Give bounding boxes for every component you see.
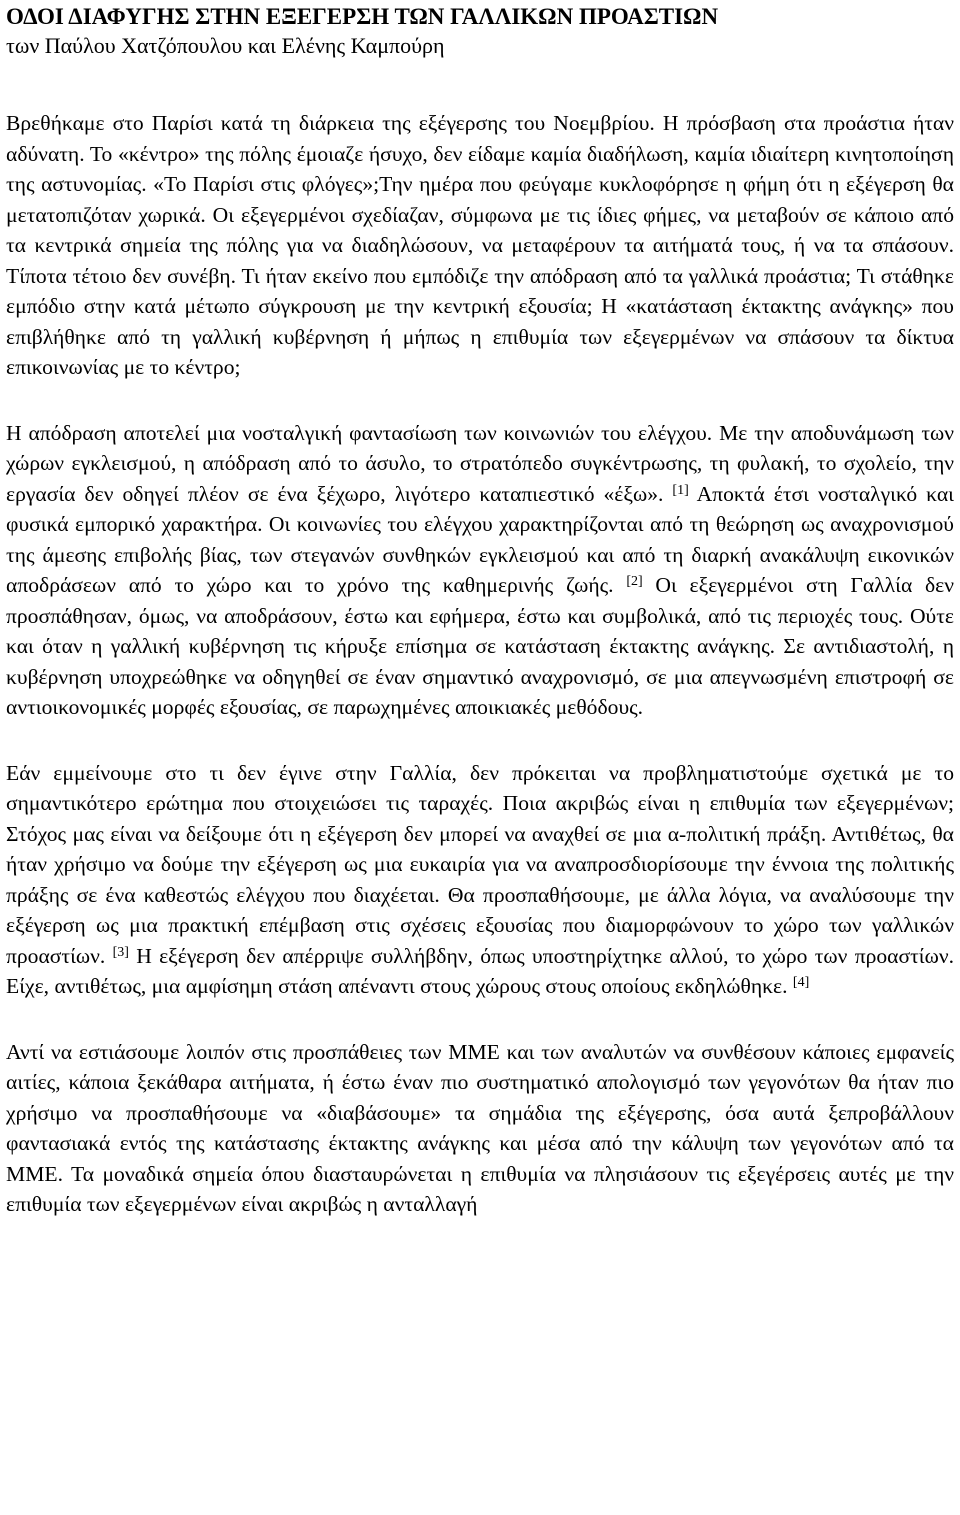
document-subtitle: των Παύλου Χατζόπουλου και Ελένης Καμπούρη bbox=[6, 33, 445, 58]
paragraph-3-text-b: Η εξέγερση δεν απέρριψε συλλήβδην, όπως υποστηρίχτηκε αλλού, το χώρο των προαστίων. Είχε, αντιθέτως, μια αμφίσημη στάση απέναντι στους χώρους στους οποίους εκδηλώθηκε. bbox=[6, 943, 954, 998]
paragraph-2-text-c: Οι εξεγερμένοι στη Γαλλία δεν προσπάθησαν, όμως, να αποδράσουν, έστω και εφήμερα, έστω και συμβολικά, από τις περιοχές τους. Ούτε και όταν η γαλλική κυβέρνηση τις κήρυξε επίσημα σε κατάσταση έκτακτης ανάγκης. Σε αντιδιαστολή, η κυβέρνηση υποχρεώθηκε να οδηγηθεί σε έναν σημαντικό αναχρονισμό, σε μια απεγνωσμένη επιστροφή σε αντιοικονομικές μορφές εξουσίας, σε παρωχημένες αποικιακές μεθόδους. bbox=[6, 573, 955, 719]
document-title: ΟΔΟΙ ΔΙΑΦΥΓΗΣ ΣΤΗΝ ΕΞΕΓΕΡΣΗ ΤΩΝ ΓΑΛΛΙΚΩΝ ΠΡΟΑΣΤΙΩΝ bbox=[6, 4, 719, 29]
paragraph-2 bbox=[6, 418, 954, 723]
paragraph-3-text-a: Εάν εμμείνουμε στο τι δεν έγινε στην Γαλλία, δεν πρόκειται να προβληματιστούμε σχετικά με το σημαντικότερο ερώτημα που στοιχειώσει τις ταραχές. Ποια ακριβώς είναι η επιθυμία των εξεγερμένων; Στόχος μας είναι να δείξουμε ότι η εξέγερση δεν μπορεί να αναχθεί σε μια α-πολιτική πράξη. Αντιθέτως, θα ήταν χρήσιμο να δούμε την εξέγερση ως μια ευκαιρία για να αναπροσδιορίσουμε την έννοια της πολιτικής πράξης σε ένα καθεστώς ελέγχου που διαχέεται. Θα προσπαθήσουμε, με άλλα λόγια, να αναλύσουμε την εξέγερση ως μια πρακτική επέμβαση στις σχέσεις εξουσίας που διαμορφώνουν το χώρο των γαλλικών προαστίων. bbox=[6, 760, 954, 968]
footnote-ref-2[interactable]: [2] bbox=[626, 574, 643, 589]
paragraph-2-text-a: Η απόδραση αποτελεί μια νοσταλγική φαντασίωση των κοινωνιών του ελέγχου. Με την αποδυνάμωση των χώρων εγκλεισμού, η απόδραση από το άσυλο, το στρατόπεδο συγκέντρωσης, τη φυλακή, το σχολείο, την εργασία δεν οδηγεί πλέον σε ένα ξέχωρο, λιγότερο καταπιεστικό «έξω». bbox=[6, 420, 954, 506]
paragraph-1: Βρεθήκαμε στο Παρίσι κατά τη διάρκεια της εξέγερσης του Νοεμβρίου. Η πρόσβαση στα προάστια ήταν αδύνατη. Το «κέντρο» της πόλης έμοιαζε ήσυχο, δεν είδαμε καμία διαδήλωση, καμία ιδιαίτερη κινητοποίηση της αστυνομίας. «Το Παρίσι στις φλόγες»;Την ημέρα που φεύγαμε κυκλοφόρησε η φήμη ότι η εξέγερση θα μετατοπιζόταν χωρικά. Οι εξεγερμένοι σχεδίαζαν, σύμφωνα με τις ίδιες φήμες, να μεταβούν σε κάποιο από τα κεντρικά σημεία της πόλης για να διαδηλώσουν, να μεταφέρουν τα αιτήματά τους, ή να τα σπάσουν. Τίποτα τέτοιο δεν συνέβη. Τι ήταν εκείνο που εμπόδιζε την απόδραση από τα γαλλικά προάστια; Τι στάθηκε εμπόδιο στην κατά μέτωπο σύγκρουση με την κεντρική εξουσία; Η «κατάσταση έκτακτης ανάγκης» που επιβλήθηκε από τη γαλλική κυβέρνηση ή μήπως η επιθυμία των εξεγερμένων να σπάσουν τα δίκτυα επικοινωνίας με το κέντρο; bbox=[6, 111, 954, 379]
footnote-ref-3[interactable]: [3] bbox=[112, 944, 129, 960]
footnote-ref-1[interactable]: [1] bbox=[672, 482, 689, 498]
paragraph-4: Αντί να εστιάσουμε λοιπόν στις προσπάθειες των ΜΜΕ και των αναλυτών να συνθέσουν κάποιες εμφανείς αιτίες, κάποια ξεκάθαρα αιτήματα, ή έστω έναν πιο συστηματικό απολογισμό των γεγονότων θα ήταν πιο χρήσιμο να προσπαθήσουμε να «διαβάσουμε» τα σημάδια της εξέγερσης, όσα αυτά ξεπροβάλλουν φαντασιακά εντός της κατάστασης έκτακτης ανάγκης και μέσα από την κάλυψη των γεγονότων από τα ΜΜΕ. Τα μοναδικά σημεία όπου διασταυρώνεται η επιθυμία να πλησιάσουν τις εξεγέρσεις αυτές με την επιθυμία των εξεγερμένων είναι ακριβώς η ανταλλαγή bbox=[6, 1039, 954, 1216]
paragraph-3 bbox=[6, 758, 954, 1002]
paragraph-2-text-b: Αποκτά έτσι νοσταλγικό και φυσικά εμπορικό χαρακτήρα. Οι κοινωνίες του ελέγχου χαρακτηρίζονται από τη θεώρηση ως αναχρονισμού της άμεσης επιβολής βίας, των στεγανών συνθηκών εγκλεισμού και από τη διαρκή ανακάλυψη εικονικών αποδράσεων από το χώρο και το χρόνο της καθημερινής ζωής. bbox=[6, 481, 954, 597]
footnote-ref-4[interactable]: [4] bbox=[792, 975, 810, 990]
